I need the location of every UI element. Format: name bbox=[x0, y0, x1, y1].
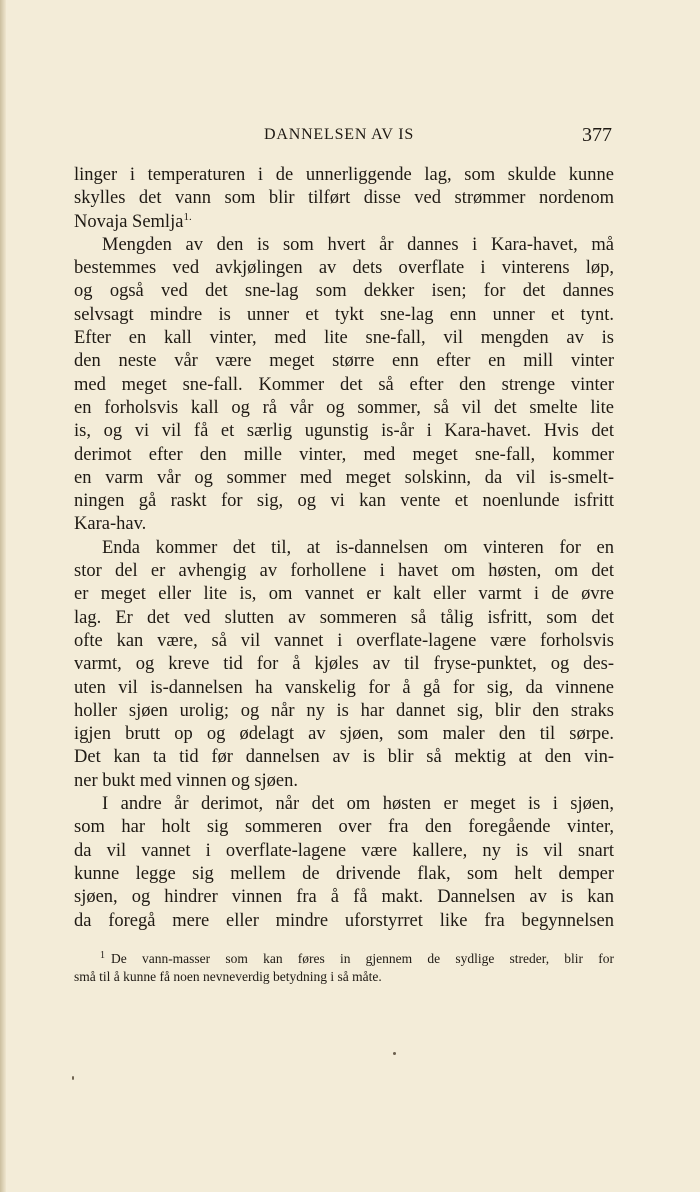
paper-speck bbox=[72, 1076, 74, 1080]
text-line: ofte kan være, så vil vannet i overflate-lagene være forholsvis bbox=[74, 630, 614, 651]
text-line: uten vil is-dannelsen ha vanskelig for å gå for sig, da vinnene bbox=[74, 677, 614, 698]
page-number: 377 bbox=[582, 124, 612, 146]
text-line: is, og vi vil få et særlig ugunstig is-år i Kara-havet. Hvis det bbox=[74, 421, 614, 442]
text-line: kunne legge sig mellem de drivende flak, som helt demper bbox=[74, 863, 614, 884]
text-line: Det kan ta tid før dannelsen av is blir så mektig at den vin- bbox=[74, 747, 614, 768]
footnote-reference: 1. bbox=[183, 210, 192, 223]
paragraph-start-line: Mengden av den is som hvert år dannes i Kara-havet, må bbox=[102, 234, 614, 255]
text-line: er meget eller lite is, om vannet er kalt eller varmt i de øvre bbox=[74, 584, 614, 605]
text-line: holler sjøen urolig; og når ny is har dannet sig, blir den straks bbox=[74, 700, 614, 721]
text-line: linger i temperaturen i de unnerliggende lag, som skulde kunne bbox=[74, 165, 614, 185]
text-line: Efter en kall vinter, med lite sne-fall, vil mengden av is bbox=[74, 328, 614, 349]
body-text bbox=[74, 164, 614, 933]
text-line-content: Novaja Semlja bbox=[74, 211, 184, 232]
footnote-line-content: De vann-masser som kan føres in gjennem de sydlige streder, blir for bbox=[111, 951, 614, 966]
text-line: den neste vår være meget større enn efter en mill vinter bbox=[74, 351, 614, 372]
text-line: en varm vår og sommer med meget solskinn, da vil is-smelt- bbox=[74, 467, 614, 488]
text-line: da foregå mere eller mindre uforstyrret like fra begynnelsen bbox=[74, 910, 614, 931]
paper-speck bbox=[393, 1052, 396, 1055]
paragraph-start-line: Enda kommer det til, at is-dannelsen om vinteren for en bbox=[102, 537, 614, 558]
footnote-line: små til å kunne få noen nevneverdig betydning i så måte. bbox=[74, 969, 382, 984]
footnote-line bbox=[74, 945, 614, 966]
text-line: ner bukt med vinnen og sjøen. bbox=[74, 770, 299, 791]
text-line: og også ved det sne-lag som dekker isen; for det dannes bbox=[74, 281, 614, 302]
text-line: selvsagt mindre is unner et tykt sne-lag enn unner et tynt. bbox=[74, 304, 614, 325]
text-line: derimot efter den mille vinter, med meget sne-fall, kommer bbox=[74, 444, 614, 465]
running-head bbox=[74, 124, 614, 150]
footnote-marker: 1 bbox=[100, 950, 105, 961]
footnote bbox=[74, 945, 614, 987]
text-line: med meget sne-fall. Kommer det så efter den strenge vinter bbox=[74, 374, 614, 395]
text-line: som har holt sig sommeren over fra den foregående vinter, bbox=[74, 817, 614, 838]
text-line bbox=[74, 211, 614, 234]
text-line: bestemmes ved avkjølingen av dets overflate i vinterens løp, bbox=[74, 258, 614, 279]
text-line: ningen gå raskt for sig, og vi kan vente et noenlunde isfritt bbox=[74, 491, 614, 512]
text-line: stor del er avhengig av forhollene i havet om høsten, om det bbox=[74, 561, 614, 582]
page-edge-shadow bbox=[0, 0, 6, 1192]
running-title: DANNELSEN AV IS bbox=[264, 126, 415, 143]
text-line: Kara-hav. bbox=[74, 514, 147, 535]
text-line: da vil vannet i overflate-lagene være kallere, ny is vil snart bbox=[74, 840, 614, 861]
text-line: en forholsvis kall og rå vår og sommer, så vil det smelte lite bbox=[74, 397, 614, 418]
text-line: sjøen, og hindrer vinnen fra å få makt. Dannelsen av is kan bbox=[74, 887, 614, 908]
text-line: skylles det vann som blir tilført disse ved strømmer nordenom bbox=[74, 188, 614, 209]
paragraph-start-line: I andre år derimot, når det om høsten er meget is i sjøen, bbox=[102, 794, 614, 815]
text-line: lag. Er det ved slutten av sommeren så tålig isfritt, som det bbox=[74, 607, 614, 628]
text-line: varmt, og kreve tid for å kjøles av til fryse-punktet, og des- bbox=[74, 654, 614, 675]
text-line: igjen brutt op og ødelagt av sjøen, som maler den til sørpe. bbox=[74, 724, 614, 745]
